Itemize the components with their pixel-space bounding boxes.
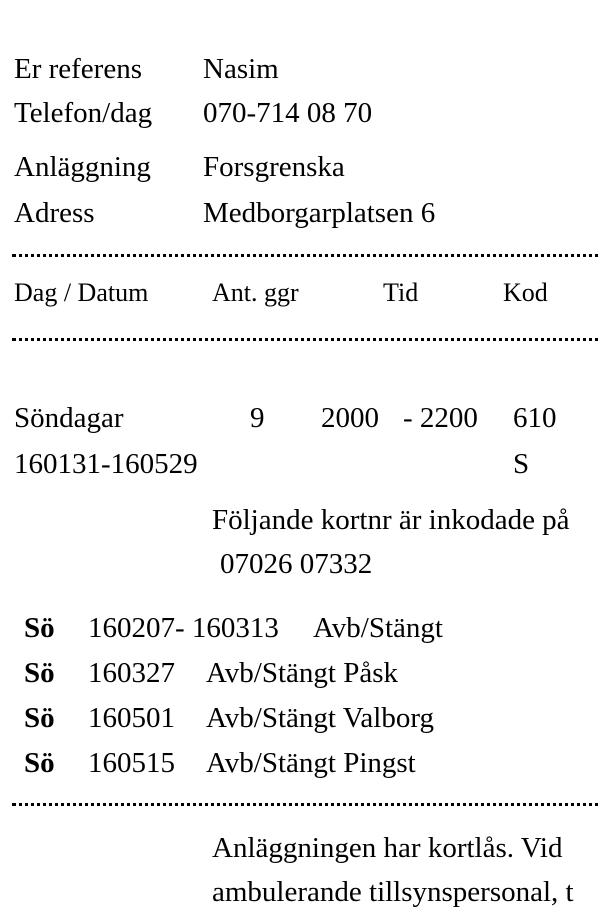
header-code: Kod — [503, 278, 548, 307]
cards-text: Följande kortnr är inkodade på — [212, 504, 570, 536]
closure-date: 160207- 160313 — [88, 612, 279, 644]
reference-value: Nasim — [203, 53, 279, 85]
address-label: Adress — [14, 197, 95, 229]
closure-note: Avb/Stängt Påsk — [206, 657, 398, 689]
header-day-date: Dag / Datum — [14, 278, 149, 307]
closure-note: Avb/Stängt — [313, 612, 443, 644]
phone-value: 070-714 08 70 — [203, 97, 373, 129]
closure-day: Sö — [24, 612, 55, 644]
closure-note: Avb/Stängt Pingst — [206, 747, 416, 779]
closure-day: Sö — [24, 657, 55, 689]
facility-label: Anläggning — [14, 151, 151, 183]
closure-day: Sö — [24, 702, 55, 734]
closure-date: 160515 — [88, 747, 175, 779]
booking-count: 9 — [250, 402, 265, 434]
booking-period: 160131-160529 — [14, 448, 198, 480]
closure-date: 160501 — [88, 702, 175, 734]
footer-line-2: ambulerande tillsynspersonal, t — [212, 876, 574, 908]
address-value: Medborgarplatsen 6 — [203, 197, 436, 229]
phone-label: Telefon/dag — [14, 97, 153, 129]
booking-day: Söndagar — [14, 402, 124, 434]
closure-date: 160327 — [88, 657, 175, 689]
closure-note: Avb/Stängt Valborg — [206, 702, 434, 734]
cards-numbers: 07026 07332 — [220, 548, 373, 580]
booking-code-suffix: S — [513, 448, 530, 480]
divider-bottom — [12, 803, 600, 806]
footer-line-1: Anläggningen har kortlås. Vid — [212, 832, 563, 864]
divider-header — [12, 338, 600, 341]
booking-time-from: 2000 — [321, 402, 379, 434]
reference-label: Er referens — [14, 53, 142, 85]
booking-time-to: - 2200 — [403, 402, 478, 434]
divider-top — [12, 254, 600, 257]
header-count: Ant. ggr — [212, 278, 299, 307]
facility-value: Forsgrenska — [203, 151, 345, 183]
booking-code: 610 — [513, 402, 557, 434]
header-time: Tid — [383, 278, 419, 307]
closure-day: Sö — [24, 747, 55, 779]
